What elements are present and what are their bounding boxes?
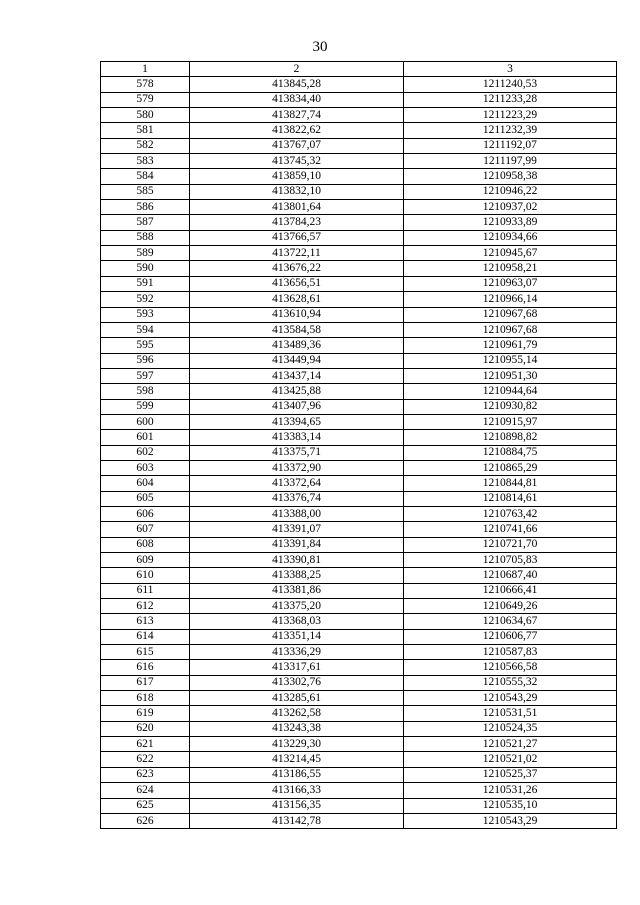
point-number-cell: 598: [101, 384, 190, 399]
y-coordinate-cell: 1211197,99: [404, 154, 617, 169]
table-row: [101, 261, 617, 276]
point-number-cell: 578: [101, 77, 190, 92]
y-coordinate-cell: 1210955,14: [404, 353, 617, 368]
x-coordinate-cell: 413262,58: [190, 706, 404, 721]
x-coordinate-cell: 413610,94: [190, 307, 404, 322]
table-row: [101, 184, 617, 199]
point-number-cell: 582: [101, 138, 190, 153]
point-number-cell: 597: [101, 368, 190, 383]
x-coordinate-cell: 413166,33: [190, 783, 404, 798]
point-number-cell: 610: [101, 568, 190, 583]
point-number-cell: 625: [101, 798, 190, 813]
point-number-cell: 613: [101, 614, 190, 629]
table-row: [101, 675, 617, 690]
y-coordinate-cell: 1210566,58: [404, 660, 617, 675]
table-row: [101, 813, 617, 828]
point-number-cell: 618: [101, 691, 190, 706]
point-number-cell: 596: [101, 353, 190, 368]
table-row: [101, 599, 617, 614]
y-coordinate-cell: 1210531,26: [404, 783, 617, 798]
column-header-1: 1: [101, 62, 190, 77]
x-coordinate-cell: 413584,58: [190, 322, 404, 337]
table-row: [101, 230, 617, 245]
table-row: [101, 522, 617, 537]
x-coordinate-cell: 413351,14: [190, 629, 404, 644]
x-coordinate-cell: 413372,90: [190, 460, 404, 475]
x-coordinate-cell: 413186,55: [190, 767, 404, 782]
page-number: 30: [312, 39, 328, 55]
y-coordinate-cell: 1210666,41: [404, 583, 617, 598]
y-coordinate-cell: 1210555,32: [404, 675, 617, 690]
table-row: [101, 660, 617, 675]
table-row: [101, 614, 617, 629]
table-row: [101, 767, 617, 782]
y-coordinate-cell: 1210930,82: [404, 399, 617, 414]
y-coordinate-cell: 1210844,81: [404, 476, 617, 491]
x-coordinate-cell: 413767,07: [190, 138, 404, 153]
table-row: [101, 276, 617, 291]
y-coordinate-cell: 1210531,51: [404, 706, 617, 721]
table-row: [101, 553, 617, 568]
point-number-cell: 617: [101, 675, 190, 690]
y-coordinate-cell: 1210967,68: [404, 307, 617, 322]
table-row: [101, 200, 617, 215]
table-row: [101, 77, 617, 92]
table-row: [101, 629, 617, 644]
point-number-cell: 585: [101, 184, 190, 199]
table-row: [101, 645, 617, 660]
point-number-cell: 614: [101, 629, 190, 644]
table-row: [101, 430, 617, 445]
x-coordinate-cell: 413722,11: [190, 246, 404, 261]
x-coordinate-cell: 413394,65: [190, 414, 404, 429]
table-row: [101, 123, 617, 138]
y-coordinate-cell: 1211192,07: [404, 138, 617, 153]
y-coordinate-cell: 1210521,02: [404, 752, 617, 767]
table-row: [101, 752, 617, 767]
y-coordinate-cell: 1211232,39: [404, 123, 617, 138]
x-coordinate-cell: 413285,61: [190, 691, 404, 706]
x-coordinate-cell: 413784,23: [190, 215, 404, 230]
x-coordinate-cell: 413376,74: [190, 491, 404, 506]
point-number-cell: 590: [101, 261, 190, 276]
table-row: [101, 460, 617, 475]
point-number-cell: 594: [101, 322, 190, 337]
y-coordinate-cell: 1210814,61: [404, 491, 617, 506]
point-number-cell: 624: [101, 783, 190, 798]
table-row: [101, 414, 617, 429]
x-coordinate-cell: 413372,64: [190, 476, 404, 491]
table-row: [101, 721, 617, 736]
x-coordinate-cell: 413489,36: [190, 338, 404, 353]
column-header-2: 2: [190, 62, 404, 77]
y-coordinate-cell: 1210944,64: [404, 384, 617, 399]
x-coordinate-cell: 413449,94: [190, 353, 404, 368]
point-number-cell: 611: [101, 583, 190, 598]
y-coordinate-cell: 1210721,70: [404, 537, 617, 552]
table-row: [101, 353, 617, 368]
y-coordinate-cell: 1210763,42: [404, 506, 617, 521]
x-coordinate-cell: 413368,03: [190, 614, 404, 629]
table-body: [101, 77, 617, 829]
y-coordinate-cell: 1210945,67: [404, 246, 617, 261]
y-coordinate-cell: 1210865,29: [404, 460, 617, 475]
point-number-cell: 607: [101, 522, 190, 537]
x-coordinate-cell: 413388,00: [190, 506, 404, 521]
x-coordinate-cell: 413390,81: [190, 553, 404, 568]
point-number-cell: 591: [101, 276, 190, 291]
x-coordinate-cell: 413745,32: [190, 154, 404, 169]
table-row: [101, 506, 617, 521]
point-number-cell: 599: [101, 399, 190, 414]
table-row: [101, 307, 617, 322]
y-coordinate-cell: 1210687,40: [404, 568, 617, 583]
x-coordinate-cell: 413383,14: [190, 430, 404, 445]
table-row: [101, 537, 617, 552]
y-coordinate-cell: 1210958,21: [404, 261, 617, 276]
x-coordinate-cell: 413801,64: [190, 200, 404, 215]
x-coordinate-cell: 413822,62: [190, 123, 404, 138]
point-number-cell: 621: [101, 737, 190, 752]
x-coordinate-cell: 413845,28: [190, 77, 404, 92]
table-row: [101, 338, 617, 353]
x-coordinate-cell: 413156,35: [190, 798, 404, 813]
point-number-cell: 626: [101, 813, 190, 828]
point-number-cell: 589: [101, 246, 190, 261]
x-coordinate-cell: 413391,07: [190, 522, 404, 537]
x-coordinate-cell: 413142,78: [190, 813, 404, 828]
x-coordinate-cell: 413676,22: [190, 261, 404, 276]
x-coordinate-cell: 413336,29: [190, 645, 404, 660]
table-row: [101, 706, 617, 721]
x-coordinate-cell: 413229,30: [190, 737, 404, 752]
point-number-cell: 581: [101, 123, 190, 138]
table-row: [101, 445, 617, 460]
point-number-cell: 595: [101, 338, 190, 353]
y-coordinate-cell: 1210543,29: [404, 691, 617, 706]
table-row: [101, 322, 617, 337]
point-number-cell: 612: [101, 599, 190, 614]
table-row: [101, 154, 617, 169]
y-coordinate-cell: 1211223,29: [404, 108, 617, 123]
point-number-cell: 606: [101, 506, 190, 521]
y-coordinate-cell: 1210951,30: [404, 368, 617, 383]
table-row: [101, 246, 617, 261]
y-coordinate-cell: 1210521,27: [404, 737, 617, 752]
table-row: [101, 399, 617, 414]
y-coordinate-cell: 1210966,14: [404, 292, 617, 307]
y-coordinate-cell: 1210934,66: [404, 230, 617, 245]
y-coordinate-cell: 1210946,22: [404, 184, 617, 199]
table-row: [101, 368, 617, 383]
table-row: [101, 491, 617, 506]
point-number-cell: 587: [101, 215, 190, 230]
point-number-cell: 584: [101, 169, 190, 184]
y-coordinate-cell: 1211240,53: [404, 77, 617, 92]
x-coordinate-cell: 413827,74: [190, 108, 404, 123]
x-coordinate-cell: 413656,51: [190, 276, 404, 291]
y-coordinate-cell: 1210933,89: [404, 215, 617, 230]
y-coordinate-cell: 1210649,26: [404, 599, 617, 614]
point-number-cell: 600: [101, 414, 190, 429]
x-coordinate-cell: 413834,40: [190, 92, 404, 107]
y-coordinate-cell: 1210963,07: [404, 276, 617, 291]
table-row: [101, 292, 617, 307]
point-number-cell: 608: [101, 537, 190, 552]
y-coordinate-cell: 1210524,35: [404, 721, 617, 736]
point-number-cell: 580: [101, 108, 190, 123]
x-coordinate-cell: 413628,61: [190, 292, 404, 307]
table-row: [101, 108, 617, 123]
y-coordinate-cell: 1210961,79: [404, 338, 617, 353]
point-number-cell: 593: [101, 307, 190, 322]
x-coordinate-cell: 413437,14: [190, 368, 404, 383]
point-number-cell: 579: [101, 92, 190, 107]
x-coordinate-cell: 413388,25: [190, 568, 404, 583]
y-coordinate-cell: 1210741,66: [404, 522, 617, 537]
x-coordinate-cell: 413302,76: [190, 675, 404, 690]
x-coordinate-cell: 413381,86: [190, 583, 404, 598]
point-number-cell: 602: [101, 445, 190, 460]
y-coordinate-cell: 1210606,77: [404, 629, 617, 644]
y-coordinate-cell: 1210898,82: [404, 430, 617, 445]
table-row: [101, 798, 617, 813]
x-coordinate-cell: 413243,38: [190, 721, 404, 736]
table-row: [101, 169, 617, 184]
x-coordinate-cell: 413407,96: [190, 399, 404, 414]
x-coordinate-cell: 413859,10: [190, 169, 404, 184]
y-coordinate-cell: 1211233,28: [404, 92, 617, 107]
point-number-cell: 592: [101, 292, 190, 307]
table-row: [101, 215, 617, 230]
table-row: [101, 783, 617, 798]
table-row: [101, 384, 617, 399]
table-row: [101, 92, 617, 107]
x-coordinate-cell: 413832,10: [190, 184, 404, 199]
point-number-cell: 616: [101, 660, 190, 675]
table-row: [101, 737, 617, 752]
y-coordinate-cell: 1210535,10: [404, 798, 617, 813]
y-coordinate-cell: 1210937,02: [404, 200, 617, 215]
point-number-cell: 623: [101, 767, 190, 782]
point-number-cell: 609: [101, 553, 190, 568]
y-coordinate-cell: 1210634,67: [404, 614, 617, 629]
point-number-cell: 583: [101, 154, 190, 169]
x-coordinate-cell: 413317,61: [190, 660, 404, 675]
x-coordinate-cell: 413425,88: [190, 384, 404, 399]
table-row: [101, 568, 617, 583]
point-number-cell: 622: [101, 752, 190, 767]
x-coordinate-cell: 413391,84: [190, 537, 404, 552]
point-number-cell: 615: [101, 645, 190, 660]
table-row: [101, 691, 617, 706]
y-coordinate-cell: 1210587,83: [404, 645, 617, 660]
x-coordinate-cell: 413766,57: [190, 230, 404, 245]
y-coordinate-cell: 1210705,83: [404, 553, 617, 568]
point-number-cell: 601: [101, 430, 190, 445]
coordinates-table: [100, 61, 617, 829]
point-number-cell: 588: [101, 230, 190, 245]
table-row: [101, 138, 617, 153]
y-coordinate-cell: 1210884,75: [404, 445, 617, 460]
point-number-cell: 586: [101, 200, 190, 215]
point-number-cell: 605: [101, 491, 190, 506]
y-coordinate-cell: 1210967,68: [404, 322, 617, 337]
point-number-cell: 604: [101, 476, 190, 491]
x-coordinate-cell: 413375,20: [190, 599, 404, 614]
point-number-cell: 603: [101, 460, 190, 475]
y-coordinate-cell: 1210525,37: [404, 767, 617, 782]
x-coordinate-cell: 413214,45: [190, 752, 404, 767]
y-coordinate-cell: 1210543,29: [404, 813, 617, 828]
point-number-cell: 620: [101, 721, 190, 736]
y-coordinate-cell: 1210915,97: [404, 414, 617, 429]
y-coordinate-cell: 1210958,38: [404, 169, 617, 184]
table-row: [101, 476, 617, 491]
header-row: [101, 62, 617, 77]
column-header-3: 3: [404, 62, 617, 77]
x-coordinate-cell: 413375,71: [190, 445, 404, 460]
point-number-cell: 619: [101, 706, 190, 721]
table-row: [101, 583, 617, 598]
